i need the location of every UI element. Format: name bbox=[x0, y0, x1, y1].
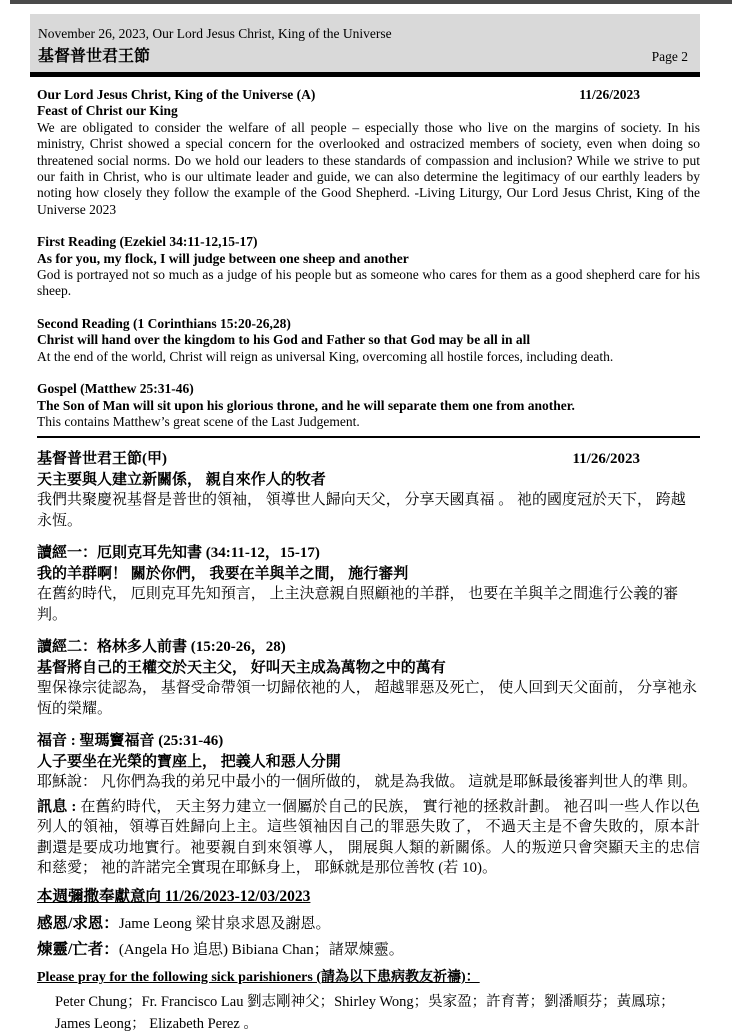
chinese-title-row bbox=[37, 449, 700, 470]
english-reflection: We are obligated to consider the welfare of all people – especially those who live on the margins of society. In his ministry, Christ showed a special concern for the overlooked and ostracized members of society, even when doing so threatened social norms. Do we hold our leaders to these standards of compassion and inclusion? While we strive to put our faith in Christ, who is our ultimate leader and guide, we can also determine the legitimacy of our earthly leaders by noting how closely they follow the example of the Good Shepherd. -Living Liturgy, Our Lord Jesus Christ, King of the Universe 2023 bbox=[37, 119, 700, 217]
chinese-message bbox=[37, 797, 700, 879]
chinese-feast-body: 我們共聚慶祝基督是普世的領袖， 領導世人歸向天父， 分享天國真福 。 祂的國度冠於天下， 跨越永恆。 bbox=[37, 492, 686, 529]
message-label: 訊息 : bbox=[37, 798, 77, 815]
reading-heading: Gospel (Matthew 25:31-46) bbox=[37, 381, 194, 397]
english-feast-subtitle: Feast of Christ our King bbox=[37, 103, 178, 119]
chinese-feast-title: 基督普世君王節(甲) bbox=[37, 451, 167, 468]
intention-item bbox=[37, 940, 700, 960]
reading-heading: 讀經二：格林多人前書 (15:20-26，28) bbox=[37, 639, 286, 656]
header-title-row bbox=[38, 43, 688, 66]
intention-label: 感恩/求恩： bbox=[37, 914, 119, 932]
reading-body: 在舊約時代， 厄則克耳先知預言， 上主決意親自照顧祂的羊群， 也要在羊與羊之間進行公義的審判。 bbox=[37, 586, 679, 623]
header-title-english: November 26, 2023, Our Lord Jesus Christ, King of the Universe bbox=[38, 26, 392, 41]
english-first-reading bbox=[37, 234, 700, 300]
mass-intentions-section bbox=[37, 887, 700, 960]
english-section bbox=[37, 87, 700, 430]
page-header bbox=[30, 14, 700, 72]
sick-parishioners-section bbox=[37, 968, 700, 1035]
chinese-first-reading bbox=[37, 543, 700, 625]
reading-subheading: 人子要坐在光榮的寶座上， 把義人和惡人分開 bbox=[37, 753, 341, 770]
intention-text: (Angela Ho 追思) Bibiana Chan；諸眾煉靈。 bbox=[118, 941, 404, 958]
reading-heading: 福音 : 聖瑪竇福音 (25:31-46) bbox=[37, 733, 224, 750]
header-rule bbox=[30, 72, 700, 77]
english-feast-date: 11/26/2023 bbox=[579, 87, 640, 102]
reading-subheading: The Son of Man will sit upon his glorious throne, and he will separate them one from another. bbox=[37, 397, 575, 413]
english-feast-title: Our Lord Jesus Christ, King of the Universe (A) bbox=[37, 87, 316, 102]
chinese-feast-subtitle: 天主要與人建立新關係， 親自來作人的牧者 bbox=[37, 471, 326, 488]
sick-names-line: James Leong； Elizabeth Perez 。 bbox=[55, 1015, 258, 1032]
sick-names-line: Peter Chung；Fr. Francisco Lau 劉志剛神父；Shirley Wong；吳家盈；許育菁；劉潘順芬；黃鳳琼； bbox=[55, 993, 675, 1010]
page-content bbox=[37, 87, 700, 1035]
chinese-section bbox=[37, 449, 700, 879]
reading-subheading: As for you, my flock, I will judge between one sheep and another bbox=[37, 250, 409, 266]
reading-heading: 讀經一：厄則克耳先知書 (34:11-12，15-17) bbox=[37, 545, 320, 562]
reading-body: At the end of the world, Christ will reign as universal King, overcoming all hostile forces, including death. bbox=[37, 348, 614, 364]
english-second-reading bbox=[37, 316, 700, 365]
chinese-feast-block bbox=[37, 449, 700, 531]
intention-text: Jame Leong 梁甘泉求恩及謝恩。 bbox=[118, 915, 331, 932]
reading-heading: First Reading (Ezekiel 34:11-12,15-17) bbox=[37, 234, 258, 250]
english-feast-block bbox=[37, 87, 700, 218]
sick-parishioners-heading: Please pray for the following sick parishioners (請為以下患病教友祈禱)： bbox=[37, 969, 480, 985]
reading-subheading: Christ will hand over the kingdom to his God and Father so that God may be all in all bbox=[37, 332, 531, 348]
page-number: Page 2 bbox=[651, 49, 688, 64]
chinese-gospel bbox=[37, 731, 700, 793]
intention-item bbox=[37, 914, 700, 934]
mass-intentions-heading: 本週彌撒奉獻意向 11/26/2023-12/03/2023 bbox=[37, 887, 311, 905]
intention-label: 煉靈/亡者： bbox=[37, 940, 119, 958]
header-title-chinese: 基督普世君王節 bbox=[38, 48, 151, 65]
reading-subheading: 我的羊群啊！ 關於你們， 我要在羊與羊之間， 施行審判 bbox=[37, 565, 409, 582]
reading-body: This contains Matthew’s great scene of the Last Judgement. bbox=[37, 413, 360, 429]
reading-body: 聖保祿宗徒認為， 基督受命帶領一切歸依祂的人， 超越罪惡及死亡， 使人回到天父面前， 分享祂永恆的榮耀。 bbox=[37, 680, 698, 717]
scan-edge-strip bbox=[10, 0, 732, 4]
english-gospel bbox=[37, 381, 700, 430]
message-body: 在舊約時代， 天主努力建立一個屬於自己的民族， 實行祂的拯救計劃。 祂召叫一些人作以色列人的領袖，領導百姓歸向上主。這些領袖因自己的罪惡失敗了， 不過天主是不會失敗的，原本計劃還是要成功地實行。祂要親自到來領導人， 開展與人類的新關係。人的叛逆只會突顯天主的忠信和慈愛； 祂的許諾完全實現在耶穌身上， 耶穌就是那位善牧 (若 10)。 bbox=[37, 798, 700, 877]
chinese-feast-date: 11/26/2023 bbox=[572, 451, 640, 468]
reading-body: 耶穌說： 凡你們為我的弟兄中最小的一個所做的， 就是為我做。 這就是耶穌最後審判世人的準 則。 bbox=[37, 774, 698, 791]
chinese-second-reading bbox=[37, 637, 700, 719]
reading-body: God is portrayed not so much as a judge of his people but as someone who cares for them as a good shepherd care for his sheep. bbox=[37, 267, 700, 299]
english-title-row bbox=[37, 87, 700, 103]
reading-subheading: 基督將自己的王權交於天主父， 好叫天主成為萬物之中的萬有 bbox=[37, 659, 446, 676]
reading-heading: Second Reading (1 Corinthians 15:20-26,28) bbox=[37, 315, 291, 331]
section-divider bbox=[37, 436, 700, 438]
